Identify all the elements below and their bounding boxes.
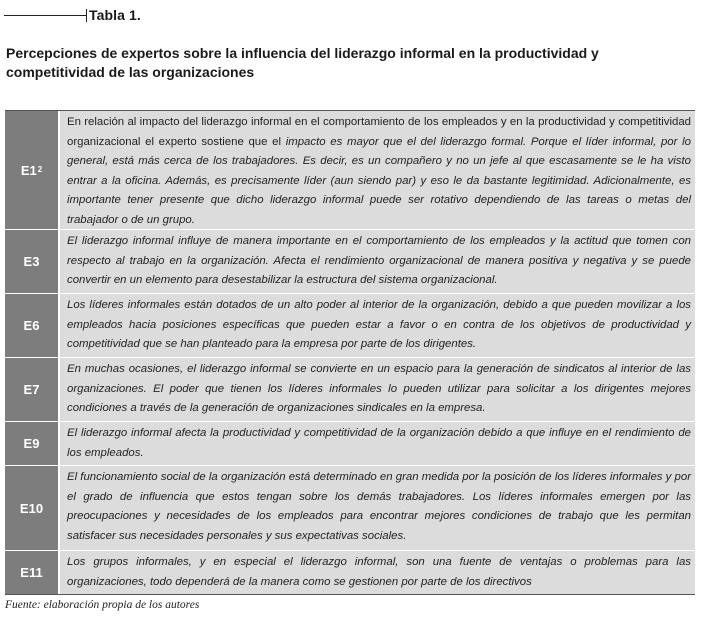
row-key: E6 bbox=[5, 294, 60, 357]
table-row bbox=[5, 294, 695, 358]
row-text: El funcionamiento social de la organización está determinado en gran medida por la posición de los líderes informales y por el grado de influencia que estos tengan sobre los demás trabajadores. Los líderes informales emergen por las preocupaciones y necesidades de los empleados para encontrar mejores condiciones de trabajo que les permitan satisfacer sus necesidades personales y sus expectativas sociales. bbox=[60, 466, 695, 550]
row-key: E9 bbox=[5, 422, 60, 465]
table-heading: Percepciones de expertos sobre la influencia del liderazgo informal en la productividad y competitividad de las organizaciones bbox=[6, 45, 599, 80]
row-text: El liderazgo informal influye de manera importante en el comportamiento de los empleados y la actitud que tomen con respecto al trabajo en la organización. Afecta el rendimiento organizacional de manera positiva y negativa y se puede convertir en un elemento para desestabilizar la estructura del sistema organizacional. bbox=[60, 230, 695, 293]
table-row bbox=[5, 422, 695, 466]
table-row bbox=[5, 551, 695, 595]
table-label: Tabla 1. bbox=[89, 7, 141, 23]
row-key: E7 bbox=[5, 358, 60, 421]
table-row bbox=[5, 466, 695, 551]
row-key: E11 bbox=[5, 551, 60, 594]
row-text: El liderazgo informal afecta la productividad y competitividad de la organización debido a que influye en el rendimiento de los empleados. bbox=[60, 422, 695, 465]
row-text: En muchas ocasiones, el liderazgo informal se convierte en un espacio para la generación de sindicatos al interior de las organizaciones. El poder que tienen los líderes informales lo pueden utilizar para solicitar a los dirigentes mejores condiciones a través de la generación de organizaciones sindicales en la empresa. bbox=[60, 358, 695, 421]
footnote-marker: 2 bbox=[37, 164, 43, 174]
table-row bbox=[5, 230, 695, 294]
source-note: Fuente: elaboración propia de los autores bbox=[5, 599, 200, 611]
row-key: E10 bbox=[5, 466, 60, 550]
title-rule-tick bbox=[86, 9, 87, 22]
table-row bbox=[5, 358, 695, 422]
row-text: En relación al impacto del liderazgo informal en el comportamiento de los empleados y en la productividad y competitividad organizacional el experto sostiene que el impacto es mayor que el del liderazgo formal. Porque el líder informal, por lo general, está más cerca de los trabajadores. Es decir, es un compañero y no un jefe al que escasamente se le ha visto entrar a la oficina. Además, es precisamente líder (aun siendo par) y eso le da bastante legitimidad. Adicionalmente, es importante tener presente que dicho liderazgo informal puede ser rotativo dependiendo de las tareas o metas del trabajador o de un grupo. bbox=[60, 111, 695, 229]
table-row bbox=[5, 111, 695, 230]
row-text: Los grupos informales, y en especial el liderazgo informal, son una fuente de ventajas o problemas para las organizaciones, todo dependerá de la manera como se gestionen por parte de los directivos bbox=[60, 551, 695, 594]
title-rule bbox=[4, 15, 86, 16]
row-text: Los líderes informales están dotados de un alto poder al interior de la organización, debido a que pueden movilizar a los empleados hacia posiciones específicas que pueden estar a favor o en contra de los objetivos de productividad y competitividad que se han planteado para la empresa por parte de los dirigentes. bbox=[60, 294, 695, 357]
row-key: E3 bbox=[5, 230, 60, 293]
experts-table bbox=[5, 110, 695, 595]
row-key: E1 $^2$ bbox=[5, 111, 60, 229]
